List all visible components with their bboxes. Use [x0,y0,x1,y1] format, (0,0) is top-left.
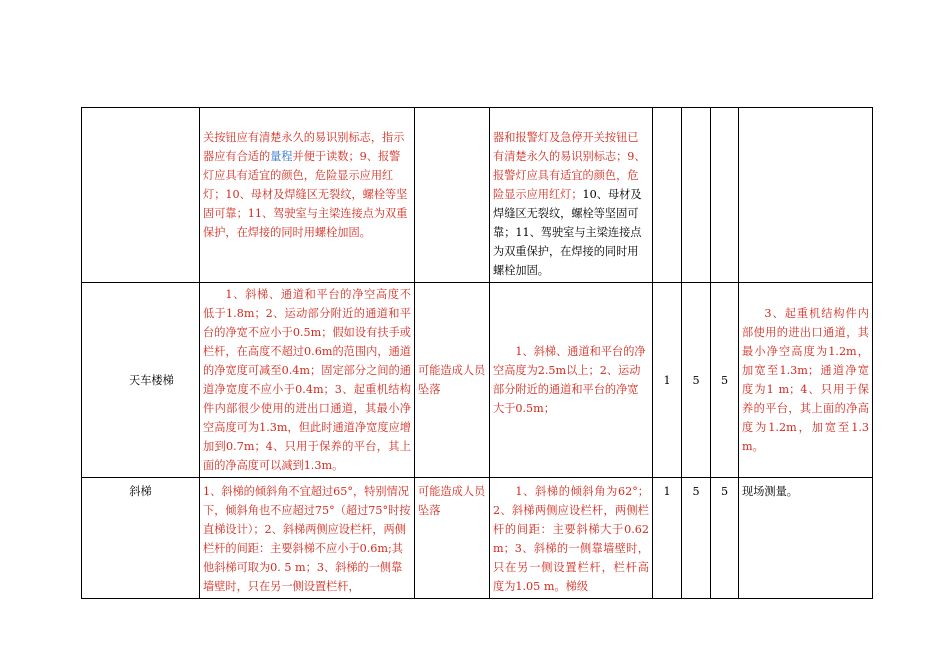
table-row [82,283,873,478]
item-name-cell [82,108,200,283]
e-cell: 5 [682,478,711,599]
standard-cell: 关按钮应有清楚永久的易识别标志，指示器应有合适的量程并便于读数；9、报警灯应具有适宜的颜色，危险显示应用红灯；10、母材及焊缝区无裂纹，螺栓等坚固可靠；11、驾驶室与主梁连接点为双重保护，在焊接的同时用螺栓加固。 [200,108,415,283]
consequence-cell [415,108,490,283]
table-row [82,108,873,283]
standard-cell: 1、斜梯的倾斜角不宜超过65°，特别情况下，倾斜角也不应超过75°（超过75°时按直梯设计）；2、斜梯两侧应设栏杆，两侧栏杆的间距：主要斜梯不应小于0.6m;其他斜梯可取为0. 5 m；3、斜梯的一侧靠墙壁时，只在另一侧设置栏杆， [200,478,415,599]
e-cell [682,108,711,283]
standard-cell: 1、斜梯、通道和平台的净空高度不低于1.8m；2、运动部分附近的通道和平台的净宽不应小于0.5m；假如设有扶手或栏杆，在高度不超过0.6m的范围内，通道的净宽度可减至0.4m；固定部分之间的通道净宽度不应小于0.4m；3、起重机结构件内部很少使用的进出口通道，其最小净空高度可为1.3m，但此时通道净宽度应增加到0.7m；4、只用于保养的平台，其上面的净高度可以减到1.3m。 [200,283,415,478]
extra-cell [739,108,873,283]
l-cell: 1 [653,283,682,478]
measure-cell: 1、斜梯、通道和平台的净空高度为2.5m以上；2、运动部分附近的通道和平台的净宽大于0.5m； [490,283,653,478]
c-cell: 5 [711,283,739,478]
measure-cell: 器和报警灯及急停开关按钮已有清楚永久的易识别标志；9、报警灯应具有适宜的颜色，危险显示应用红灯；10、母材及焊缝区无裂纹，螺栓等坚固可靠；11、驾驶室与主梁连接点为双重保护，在焊接的同时用螺栓加固。 [490,108,653,283]
item-name-cell: 天车楼梯 [82,283,200,478]
hazard-table [81,107,873,599]
c-cell: 5 [711,478,739,599]
c-cell [711,108,739,283]
table-row [82,478,873,599]
extra-cell: 现场测量。 [739,478,873,599]
measure-cell: 1、斜梯的倾斜角为62°；2、斜梯两侧应设栏杆，两侧栏杆的间距：主要斜梯大于0.62m；3、斜梯的一侧靠墙壁时，只在另一侧设置栏杆，栏杆高度为1.05 m。梯级 [490,478,653,599]
l-cell: 1 [653,478,682,599]
consequence-cell: 可能造成人员坠落 [415,478,490,599]
consequence-cell: 可能造成人员坠落 [415,283,490,478]
item-name-cell: 斜梯 [82,478,200,599]
l-cell [653,108,682,283]
extra-cell: 3、起重机结构件内部使用的进出口通道，其最小净空高度为1.2m，加宽至1.3m；通道净宽度为1 m；4、只用于保养的平台，其上面的净高度为1.2m，加宽至1.3m。 [739,283,873,478]
range-link[interactable]: 量程 [270,150,293,163]
e-cell: 5 [682,283,711,478]
